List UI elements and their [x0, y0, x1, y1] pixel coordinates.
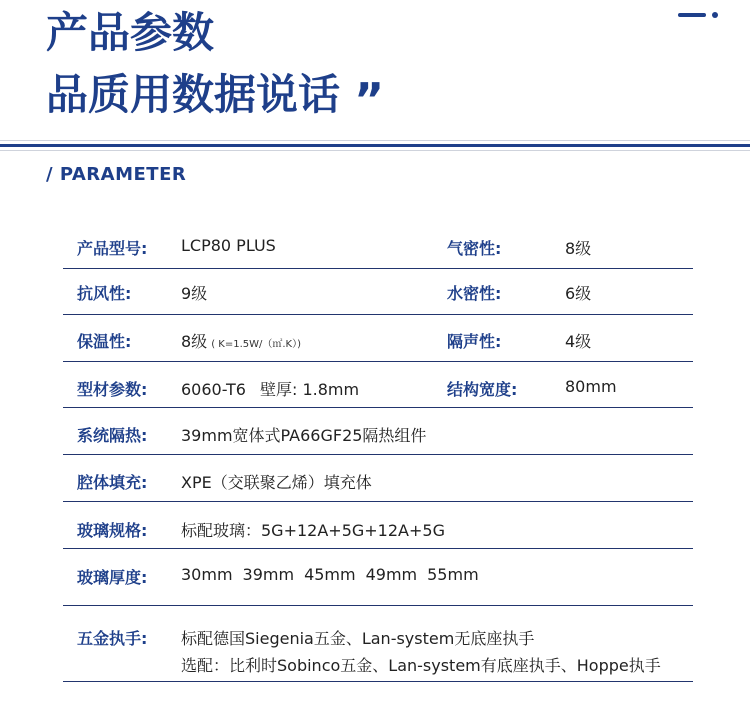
thickness-value: 55mm	[427, 565, 479, 584]
spec-row	[63, 455, 693, 502]
model-value: LCP80 PLUS	[181, 236, 276, 255]
glass-value: 标配玻璃：5G+12A+5G+12A+5G	[181, 521, 445, 540]
thickness-value: 45mm	[304, 565, 356, 584]
hardware-label: 五金执手:	[77, 629, 148, 648]
subtitle-text: 品质用数据说话	[46, 70, 341, 119]
page-title: 产品参数	[46, 8, 215, 57]
decorative-bar	[678, 13, 706, 17]
spec-row	[63, 269, 693, 315]
divider-thick	[0, 144, 750, 147]
cavity-label: 腔体填充:	[77, 473, 148, 492]
glass-label: 玻璃规格:	[77, 521, 148, 540]
watertight-label: 水密性:	[447, 284, 502, 303]
spec-row	[63, 224, 693, 269]
glass-thickness-values	[181, 565, 479, 584]
model-label: 产品型号:	[77, 239, 148, 258]
sound-label: 隔声性:	[447, 332, 502, 351]
hardware-optional: 选配：比利时Sobinco五金、Lan-system有底座执手、Hoppe执手	[181, 656, 661, 675]
spec-row	[63, 606, 693, 682]
spec-row	[63, 315, 693, 362]
insulation-note: ( K=1.5W/（㎡.K）)	[211, 339, 302, 350]
insulation-label: 保温性:	[77, 332, 132, 351]
insulation-value: 8级	[181, 332, 208, 351]
spec-row	[63, 502, 693, 549]
thermal-label: 系统隔热:	[77, 426, 148, 445]
insulation-value-group	[181, 329, 301, 352]
thermal-value: 39mm宽体式PA66GF25隔热组件	[181, 426, 427, 445]
cavity-value: XPE（交联聚乙烯）填充体	[181, 473, 372, 492]
profile-value: 6060-T6	[181, 380, 246, 399]
spec-row	[63, 549, 693, 606]
glass-thickness-label: 玻璃厚度:	[77, 568, 148, 587]
profile-value-group	[181, 377, 359, 400]
wind-value: 9级	[181, 284, 208, 303]
page-subtitle	[46, 70, 384, 130]
watertight-value: 6级	[565, 284, 592, 303]
profile-label: 型材参数:	[77, 380, 148, 399]
decorative-dot	[712, 12, 718, 18]
spec-table	[63, 224, 693, 682]
section-label: / PARAMETER	[46, 164, 187, 185]
divider	[0, 150, 750, 151]
sound-value: 4级	[565, 332, 592, 351]
airtight-label: 气密性:	[447, 239, 502, 258]
divider	[0, 140, 750, 141]
spec-row	[63, 362, 693, 408]
width-value: 80mm	[565, 377, 617, 396]
thickness-value: 39mm	[242, 565, 295, 584]
width-label: 结构宽度:	[447, 380, 518, 399]
thickness-value: 30mm	[181, 565, 233, 584]
profile-wall: 壁厚: 1.8mm	[259, 380, 360, 399]
spec-row	[63, 408, 693, 455]
wind-label: 抗风性:	[77, 284, 132, 303]
quote-mark-icon: ”	[354, 73, 385, 127]
airtight-value: 8级	[565, 239, 592, 258]
hardware-standard: 标配德国Siegenia五金、Lan-system无底座执手	[181, 629, 535, 648]
thickness-value: 49mm	[365, 565, 418, 584]
